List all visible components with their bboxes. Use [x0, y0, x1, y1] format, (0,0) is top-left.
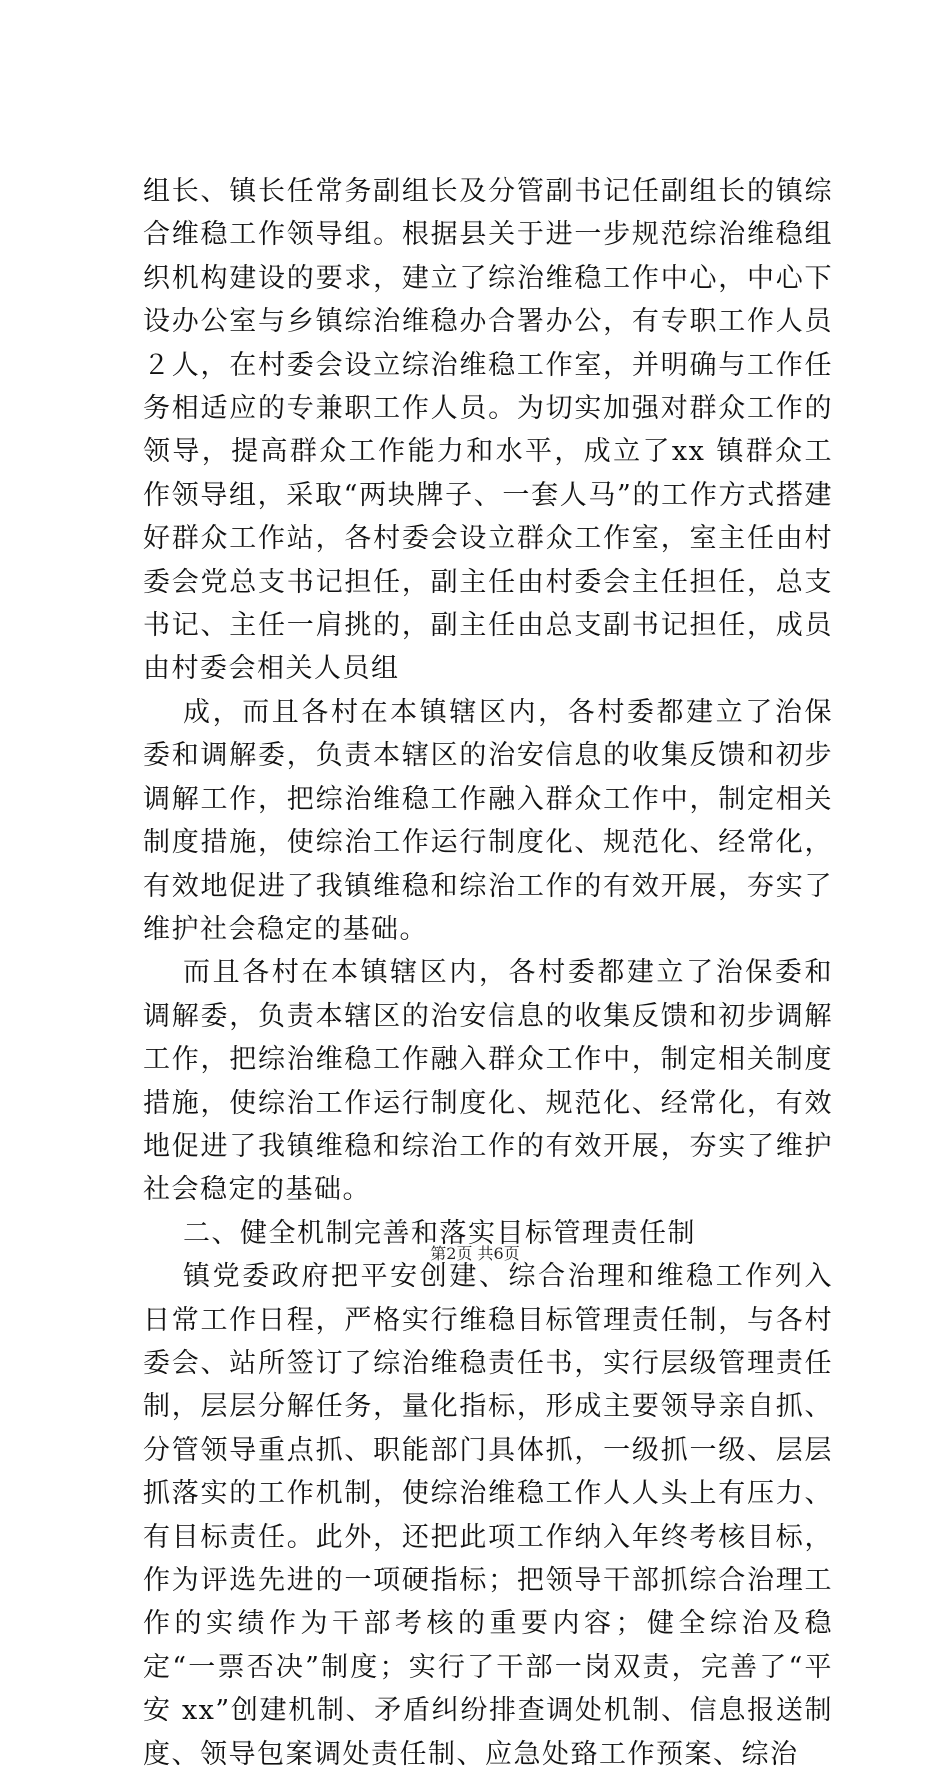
paragraph-continuation: 组长、镇长任常务副组长及分管副书记任副组长的镇综合维稳工作领导组。根据县关于进一步规范综治维稳组织机构建设的要求，建立了综治维稳工作中心，中心下设办公室与乡镇综治维稳办合署办公，有专职工作人员２人，在村委会设立综治维稳工作室，并明确与工作任务相适应的专兼职工作人员。为切实加强对群众工作的领导，提高群众工作能力和水平，成立了xx 镇群众工作领导组，采取“两块牌子、一套人马”的工作方式搭建好群众工作站，各村委会设立群众工作室，室主任由村委会党总支书记担任，副主任由村委会主任担任，总支书记、主任一肩挑的，副主任由总支副书记担任，成员由村委会相关人员组 [143, 176, 833, 685]
paragraph-village-committees: 成，而且各村在本镇辖区内，各村委都建立了治保委和调解委，负责本辖区的治安信息的收集反馈和初步调解工作，把综治维稳工作融入群众工作中，制定相关制度措施，使综治工作运行制度化、规范化、经常化，有效地促进了我镇维稳和综治工作的有效开展，夯实了维护社会稳定的基础。 [143, 696, 833, 945]
document-body [143, 170, 833, 1776]
section-heading: 二、健全机制完善和落实目标管理责任制 [183, 1217, 696, 1249]
paragraph-village-committees-repeat: 而且各村在本镇辖区内，各村委都建立了治保委和调解委，负责本辖区的治安信息的收集反馈和初步调解工作，把综治维稳工作融入群众工作中，制定相关制度措施，使综治工作运行制度化、规范化、经常化，有效地促进了我镇维稳和综治工作的有效开展，夯实了维护社会稳定的基础。 [143, 957, 833, 1206]
paragraph-responsibility-system: 镇党委政府把平安创建、综合治理和维稳工作列入日常工作日程，严格实行维稳目标管理责任制，与各村委会、站所签订了综治维稳责任书，实行层级管理责任制，层层分解任务，量化指标，形成主要领导亲自抓、分管领导重点抓、职能部门具体抓，一级抓一级、层层抓落实的工作机制，使综治维稳工作人人头上有压力、有目标责任。此外，还把此项工作纳入年终考核目标，作为评选先进的一项硬指标；把领导干部抓综合治理工作的实绩作为干部考核的重要内容；健全综治及稳定“一票否决”制度；实行了干部一岗双责，完善了“平安 xx”创建机制、矛盾纠纷排查调处机制、信息报送制度、领导包案调处责任制、应急处臵工作预案、综治 [143, 1261, 833, 1770]
page-number-footer: 第2页 共6页 [430, 1244, 520, 1263]
